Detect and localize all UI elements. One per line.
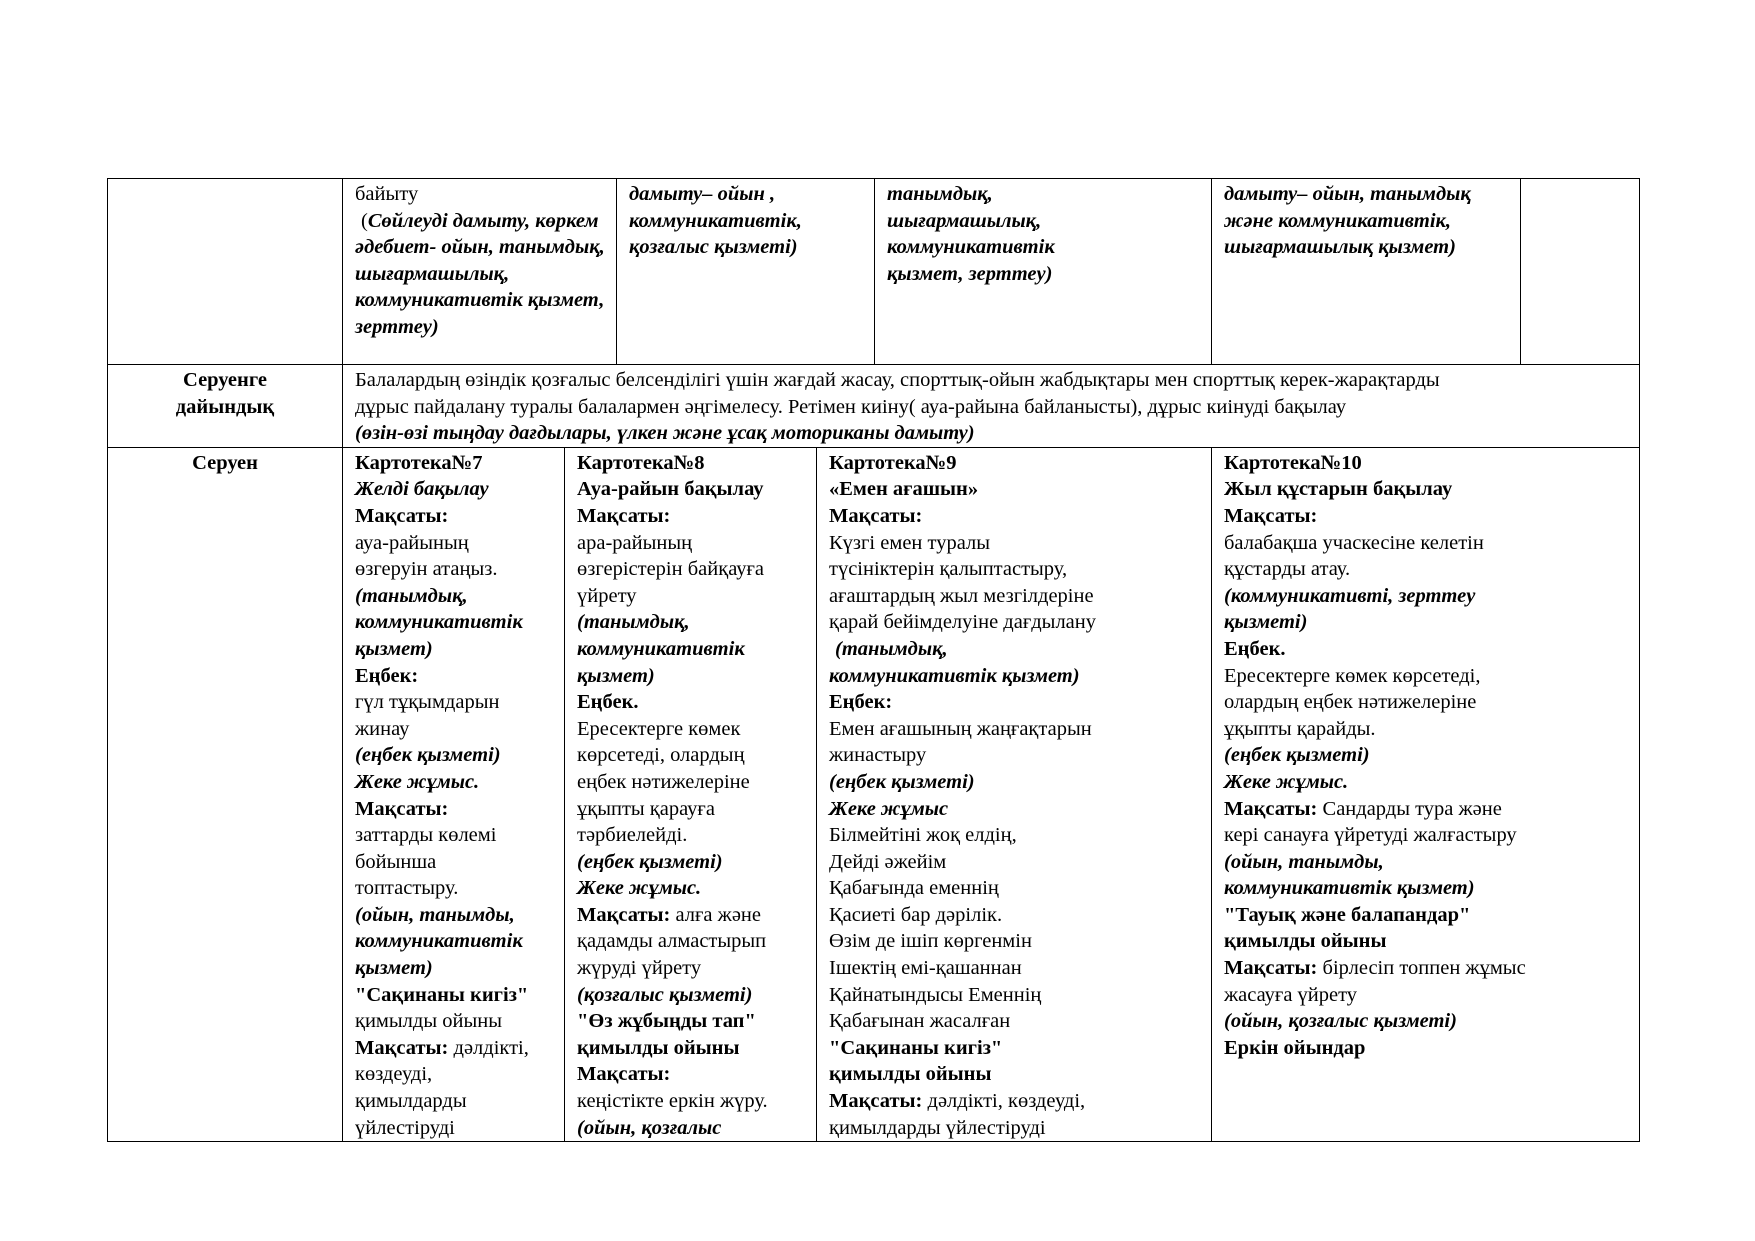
card-title: Картотека№9: [829, 451, 957, 474]
activity-line: (ойын, танымды,: [355, 903, 515, 926]
activity-line: (ойын, танымды,: [1224, 850, 1384, 873]
text-line: Мақсаты: бірлесіп топпен жұмыс: [1224, 957, 1526, 980]
text-line: Күзгі емен туралы: [829, 531, 990, 554]
game-subtitle: қимылды ойыны: [829, 1063, 992, 1086]
activity-line: қызмет): [577, 664, 655, 687]
schedule-table: [107, 178, 1640, 1142]
text-line: (өзін-өзі тыңдау дағдылары, үлкен және ұсақ моториканы дамыту): [355, 422, 975, 445]
activity-line: қызметі): [1224, 611, 1308, 634]
poem-line: Қайнатындысы Еменнің: [829, 983, 1042, 1006]
card-subtitle: Желді бақылау: [355, 478, 489, 501]
text-line: қарай бейімделуіне дағдылану: [829, 611, 1096, 634]
card-title: Картотека№8: [577, 451, 705, 474]
text-line: Балалардың өзіндік қозғалыс белсенділігі үшін жағдай жасау, спорттық-ойын жабдықтары мен спорттық керек-жарақтарды: [355, 369, 1440, 391]
goal-label: Мақсаты:: [577, 504, 671, 527]
game-title: "Өз жұбыңды тап": [577, 1010, 756, 1033]
text-line: дамыту– ойын ,: [629, 183, 776, 205]
text-line: (Сөйлеуді дамыту, көркем: [361, 209, 599, 232]
text-line: ұқыпты қарайды.: [1224, 717, 1376, 740]
activity-line: (танымдық,: [835, 637, 948, 660]
individual-label: Жеке жұмыс.: [577, 877, 702, 900]
game-title: "Сақинаны кигіз": [829, 1036, 1003, 1059]
preparation-label: Серуенге: [183, 369, 267, 391]
card-7-cell: [343, 447, 565, 1141]
text-line: үйлестіруді: [355, 1116, 455, 1139]
text-line: қозғалыс қызметі): [629, 236, 798, 259]
text-line: және коммуникативтік,: [1224, 209, 1452, 232]
free-play: Еркін ойындар: [1224, 1036, 1366, 1059]
top-cell-3: [617, 179, 875, 365]
text-line: ара-райының: [577, 531, 693, 554]
activity-line: (қозғалыс қызметі): [577, 983, 753, 1006]
text-line: дұрыс пайдалану туралы балалармен әңгімелесу. Ретімен киіну( ауа-райына байланысты), дұрыс киінуді бақылау: [355, 395, 1347, 418]
goal-label: Мақсаты:: [355, 504, 449, 527]
text-line: танымдық,: [887, 183, 993, 205]
activity-line: коммуникативтік: [577, 637, 745, 660]
text-line: жинау: [355, 717, 410, 740]
individual-label: Жеке жұмыс.: [355, 770, 480, 793]
top-cell-5: [1212, 179, 1521, 365]
labor-label: Еңбек.: [577, 691, 639, 714]
text-line: қадамды алмастырып: [577, 930, 767, 953]
activity-line: қызмет): [355, 637, 433, 660]
table-row-top: [108, 179, 1640, 365]
text-line: бойынша: [355, 850, 437, 873]
card-title: Картотека№7: [355, 451, 483, 474]
text-line: коммуникативтік қызмет,: [355, 289, 605, 312]
text-line: жүруді үйрету: [577, 957, 702, 980]
activity-line: қызмет): [355, 957, 433, 980]
text-line: топтастыру.: [355, 877, 459, 900]
card-9-cell: [817, 447, 1212, 1141]
card-subtitle: Ауа-райын бақылау: [577, 478, 764, 501]
text-line: ағаштардың жыл мезгілдеріне: [829, 584, 1094, 607]
text-line: Мақсаты: дәлдікті,: [355, 1036, 529, 1059]
activity-line: (еңбек қызметі): [829, 770, 975, 793]
text-line: Ересектерге көмек: [577, 717, 741, 740]
text-line: қимылдарды үйлестіруді: [829, 1116, 1046, 1139]
individual-label: Жеке жұмыс.: [1224, 770, 1349, 793]
text-line: олардың еңбек нәтижелеріне: [1224, 691, 1477, 714]
text-line: қызмет, зерттеу): [887, 262, 1053, 285]
activity-line: (еңбек қызметі): [577, 850, 723, 873]
preparation-label-cell: [108, 365, 343, 448]
top-label-cell: [108, 179, 343, 365]
walk-label: Серуен: [192, 451, 258, 474]
activity-line: (танымдық,: [355, 584, 468, 607]
game-title: "Тауық және балапандар": [1224, 903, 1471, 926]
text-line: көрсетеді, олардың: [577, 744, 745, 767]
card-title: Картотека№10: [1224, 451, 1362, 474]
goal-label: Мақсаты:: [577, 1063, 671, 1086]
text-line: үйрету: [577, 584, 637, 607]
text-line: өзгеруін атаңыз.: [355, 558, 498, 581]
poem-line: Қабағынан жасалған: [829, 1010, 1011, 1033]
text-line: Емен ағашының жаңғақтарын: [829, 717, 1092, 740]
text-line: кері санауға үйретуді жалғастыру: [1224, 824, 1517, 847]
text-line: жасауға үйрету: [1224, 983, 1358, 1006]
text-line: Ересектерге көмек көрсетеді,: [1224, 664, 1481, 687]
activity-line: коммуникативтік: [355, 930, 523, 953]
preparation-label: дайындық: [175, 395, 275, 418]
poem-line: Қабағында еменнің: [829, 877, 999, 900]
text-line: еңбек нәтижелеріне: [577, 770, 750, 793]
poem-line: Дейді әжейім: [829, 850, 947, 873]
text-line: Мақсаты: Сандарды тура және: [1224, 797, 1502, 820]
goal-label: Мақсаты:: [829, 504, 923, 527]
goal-label: Мақсаты:: [355, 797, 449, 820]
text-line: түсініктерін қалыптастыру,: [829, 558, 1068, 581]
poem-line: Білмейтіні жоқ елдің,: [829, 824, 1017, 847]
text-line: байыту: [355, 183, 419, 205]
top-cell-6: [1521, 179, 1640, 365]
game-subtitle: қимылды ойыны: [355, 1010, 502, 1033]
text-line: көздеуді,: [355, 1063, 433, 1086]
text-line: Мақсаты: алға және: [577, 903, 761, 926]
poem-line: Ішектің емі-қашаннан: [829, 957, 1022, 980]
goal-label: Мақсаты:: [1224, 504, 1318, 527]
activity-line: (еңбек қызметі): [1224, 744, 1370, 767]
labor-label: Еңбек.: [1224, 637, 1286, 660]
text-line: заттарды көлемі: [355, 824, 497, 847]
game-title: "Сақинаны кигіз": [355, 983, 529, 1006]
activity-line: коммуникативтік қызмет): [1224, 877, 1475, 900]
text-line: ұқыпты қарауға: [577, 797, 715, 820]
text-line: гүл тұқымдарын: [355, 691, 500, 714]
preparation-text-cell: [343, 365, 1640, 448]
text-line: өзгерістерін байқауға: [577, 558, 765, 581]
text-line: Мақсаты: дәлдікті, көздеуді,: [829, 1090, 1086, 1113]
labor-label: Еңбек:: [829, 691, 893, 714]
walk-label-cell: [108, 447, 343, 1141]
top-cell-2: [343, 179, 617, 365]
text-line: тәрбиелейді.: [577, 824, 688, 847]
card-10-cell: [1212, 447, 1640, 1141]
activity-line: (еңбек қызметі): [355, 744, 501, 767]
text-line: құстарды атау.: [1224, 558, 1351, 581]
text-line: дамыту– ойын, танымдық: [1224, 183, 1471, 205]
text-line: шығармашылық,: [355, 262, 510, 285]
text-line: жинастыру: [829, 744, 927, 767]
text-line: коммуникативтік,: [629, 209, 802, 232]
labor-label: Еңбек:: [355, 664, 419, 687]
activity-line: коммуникативтік қызмет): [829, 664, 1080, 687]
activity-line: (танымдық,: [577, 611, 690, 634]
activity-line: (коммуникативті, зерттеу: [1224, 584, 1476, 607]
top-cell-4: [875, 179, 1212, 365]
poem-line: Өзім де ішіп көргенмін: [829, 930, 1032, 953]
text-line: зерттеу): [355, 315, 439, 338]
game-subtitle: қимылды ойыны: [1224, 930, 1387, 953]
text-line: ауа-райының: [355, 531, 469, 554]
text-line: балабақша учаскесіне келетін: [1224, 531, 1484, 554]
card-subtitle: Жыл құстарын бақылау: [1224, 478, 1453, 501]
table-row-walk: [108, 447, 1640, 1141]
text-line: кеңістікте еркін жүру.: [577, 1090, 768, 1113]
card-8-cell: [565, 447, 817, 1141]
text-line: әдебиет- ойын, танымдық,: [355, 236, 605, 259]
text-line: шығармашылық қызмет): [1224, 236, 1456, 259]
activity-line: (ойын, қозғалыс қызметі): [1224, 1010, 1457, 1033]
poem-line: Қасиеті бар дәрілік.: [829, 903, 1003, 926]
table-row-preparation: [108, 365, 1640, 448]
game-subtitle: қимылды ойыны: [577, 1036, 740, 1059]
individual-label: Жеке жұмыс: [829, 797, 949, 820]
activity-line: (ойын, қозғалыс: [577, 1116, 722, 1139]
text-line: коммуникативтік: [887, 236, 1055, 259]
text-line: қимылдарды: [355, 1090, 467, 1113]
activity-line: коммуникативтік: [355, 611, 523, 634]
text-line: шығармашылық,: [887, 209, 1042, 232]
card-subtitle: «Емен ағашын»: [829, 478, 979, 501]
